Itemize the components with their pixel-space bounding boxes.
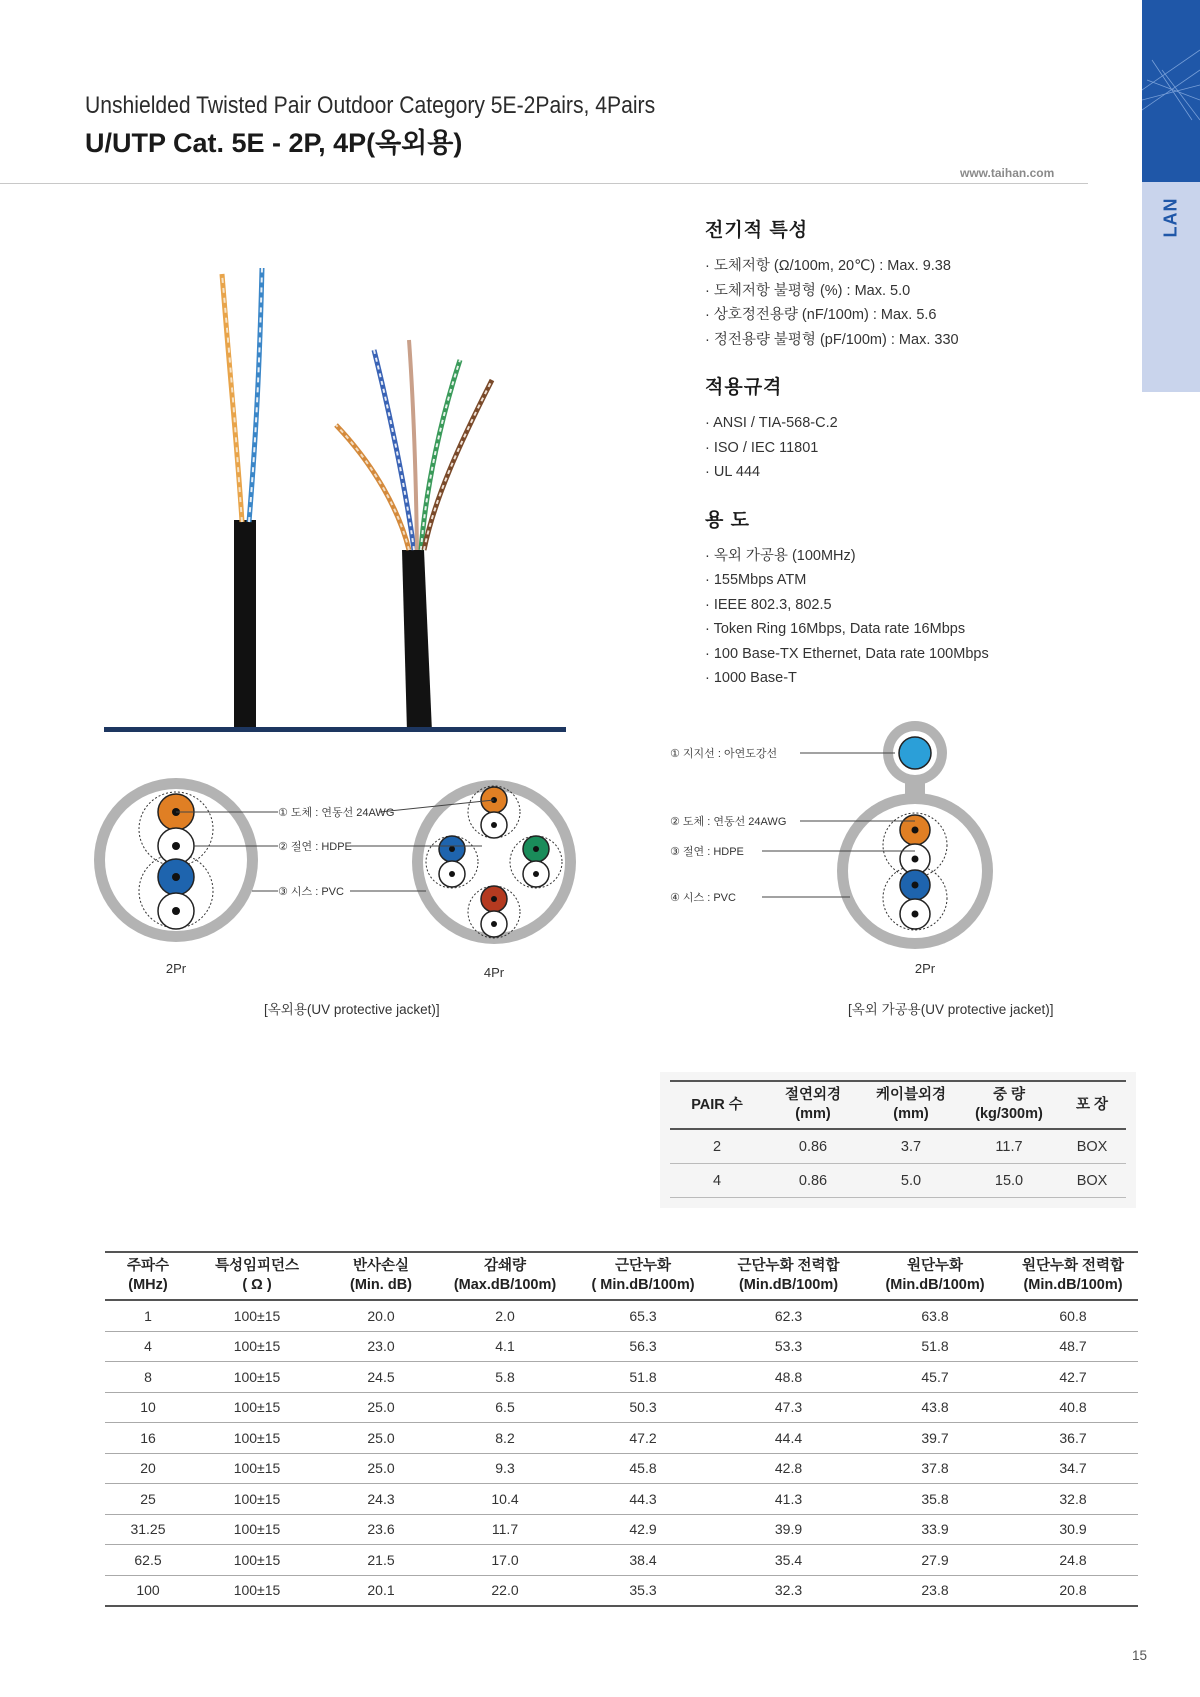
table-cell: 39.7	[862, 1423, 1008, 1454]
table-cell: 32.3	[715, 1575, 862, 1606]
table-cell: 8.2	[439, 1423, 571, 1454]
list-item: · 도체저항 불평형 (%) : Max. 5.0	[705, 279, 1105, 304]
callout-sheath: ④ 시스 : PVC	[670, 892, 736, 904]
table-cell: 100±15	[191, 1545, 323, 1576]
table-cell: 48.7	[1008, 1331, 1138, 1362]
performance-table	[105, 1251, 1138, 1607]
table-header: 주파수 (MHz)	[105, 1252, 191, 1300]
table-cell: 15.0	[960, 1164, 1058, 1198]
table-cell: 100	[105, 1575, 191, 1606]
table-cell: 10	[105, 1392, 191, 1423]
table-row	[105, 1392, 1138, 1423]
table-cell: 56.3	[571, 1331, 715, 1362]
table-cell: 20.0	[323, 1300, 439, 1331]
table-header: 절연외경 (mm)	[764, 1081, 862, 1129]
table-row	[105, 1484, 1138, 1515]
table-cell: 39.9	[715, 1514, 862, 1545]
table-cell: 23.8	[862, 1575, 1008, 1606]
label-4pr: 4Pr	[483, 965, 505, 980]
table-cell: 41.3	[715, 1484, 862, 1515]
table-header: 케이블외경 (mm)	[862, 1081, 960, 1129]
table-header: 원단누화 전력합 (Min.dB/100m)	[1008, 1252, 1138, 1300]
table-header: 중 량 (kg/300m)	[960, 1081, 1058, 1129]
callout-insulation: ② 절연 : HDPE	[278, 841, 352, 853]
table-cell: 22.0	[439, 1575, 571, 1606]
table-cell: 30.9	[1008, 1514, 1138, 1545]
sidebar-accent-block	[1142, 0, 1200, 182]
table-cell: 43.8	[862, 1392, 1008, 1423]
table-cell: 37.8	[862, 1453, 1008, 1484]
table-cell: 100±15	[191, 1300, 323, 1331]
list-item: · 100 Base-TX Ethernet, Data rate 100Mbps	[705, 642, 1105, 667]
table-cell: 51.8	[862, 1331, 1008, 1362]
table-cell: 62.5	[105, 1545, 191, 1576]
table-cell: 8	[105, 1362, 191, 1393]
table-cell: 10.4	[439, 1484, 571, 1515]
caption-outdoor: [옥외용(UV protective jacket)]	[264, 1002, 440, 1017]
table-cell: 35.8	[862, 1484, 1008, 1515]
table-cell: 60.8	[1008, 1300, 1138, 1331]
table-cell: 11.7	[439, 1514, 571, 1545]
sidebar-tab-label: LAN	[1160, 197, 1181, 237]
photo-base-line	[104, 727, 566, 732]
table-cell: 5.0	[862, 1164, 960, 1198]
table-cell: 45.7	[862, 1362, 1008, 1393]
table-cell: 20.1	[323, 1575, 439, 1606]
table-cell: 25	[105, 1484, 191, 1515]
table-cell: 40.8	[1008, 1392, 1138, 1423]
table-cell: 25.0	[323, 1392, 439, 1423]
table-header: 반사손실 (Min. dB)	[323, 1252, 439, 1300]
list-item: · IEEE 802.3, 802.5	[705, 593, 1105, 618]
list-item: · ANSI / TIA-568-C.2	[705, 411, 1105, 436]
table-cell: 62.3	[715, 1300, 862, 1331]
table-row	[105, 1453, 1138, 1484]
table-cell: 33.9	[862, 1514, 1008, 1545]
table-row	[105, 1545, 1138, 1576]
list-item: · 도체저항 (Ω/100m, 20℃) : Max. 9.38	[705, 254, 1105, 279]
table-cell: 2	[670, 1129, 764, 1164]
cross-section-aerial-2pair	[837, 721, 993, 949]
cross-section-4pair	[412, 780, 576, 944]
list-item: · 상호정전용량 (nF/100m) : Max. 5.6	[705, 303, 1105, 328]
table-cell: 47.3	[715, 1392, 862, 1423]
table-cell: 25.0	[323, 1453, 439, 1484]
table-cell: 16	[105, 1423, 191, 1454]
table-row	[105, 1423, 1138, 1454]
table-row	[105, 1575, 1138, 1606]
cross-section-2pair	[94, 778, 258, 942]
table-cell: 44.4	[715, 1423, 862, 1454]
label-2pr-aerial: 2Pr	[914, 961, 936, 976]
table-cell: 50.3	[571, 1392, 715, 1423]
list-item: · 155Mbps ATM	[705, 568, 1105, 593]
table-cell: 3.7	[862, 1129, 960, 1164]
table-cell: 4.1	[439, 1331, 571, 1362]
applications-list	[705, 544, 1105, 691]
table-cell: 100±15	[191, 1514, 323, 1545]
table-cell: 4	[670, 1164, 764, 1198]
table-cell: 5.8	[439, 1362, 571, 1393]
table-row	[670, 1164, 1126, 1198]
product-title: U/UTP Cat. 5E - 2P, 4P(옥외용)	[85, 128, 463, 158]
label-2pr: 2Pr	[165, 961, 187, 976]
callout-conductor: ① 도체 : 연동선 24AWG	[278, 807, 395, 819]
table-cell: 48.8	[715, 1362, 862, 1393]
table-header: 포 장	[1058, 1081, 1126, 1129]
table-cell: 35.3	[571, 1575, 715, 1606]
table-cell: 25.0	[323, 1423, 439, 1454]
table-cell: 2.0	[439, 1300, 571, 1331]
table-cell: 23.6	[323, 1514, 439, 1545]
list-item: · 1000 Base-T	[705, 666, 1105, 691]
table-cell: 17.0	[439, 1545, 571, 1576]
table-cell: 20	[105, 1453, 191, 1484]
table-row	[105, 1514, 1138, 1545]
table-cell: 1	[105, 1300, 191, 1331]
table-cell: 100±15	[191, 1331, 323, 1362]
table-cell: 44.3	[571, 1484, 715, 1515]
dimension-table	[670, 1080, 1126, 1198]
table-cell: 38.4	[571, 1545, 715, 1576]
cable-4pair-photo	[336, 340, 492, 732]
table-cell: 42.7	[1008, 1362, 1138, 1393]
table-cell: 100±15	[191, 1484, 323, 1515]
table-header: 근단누화 전력합 (Min.dB/100m)	[715, 1252, 862, 1300]
table-row	[105, 1300, 1138, 1331]
table-cell: 47.2	[571, 1423, 715, 1454]
table-cell: 9.3	[439, 1453, 571, 1484]
table-cell: 100±15	[191, 1392, 323, 1423]
table-cell: 32.8	[1008, 1484, 1138, 1515]
header-divider	[0, 183, 1088, 184]
table-cell: 42.9	[571, 1514, 715, 1545]
cross-section-diagram-aerial	[670, 718, 1070, 988]
callout-conductor: ② 도체 : 연동선 24AWG	[670, 816, 787, 828]
table-cell: 21.5	[323, 1545, 439, 1576]
table-cell: BOX	[1058, 1164, 1126, 1198]
table-cell: 100±15	[191, 1453, 323, 1484]
table-cell: 24.3	[323, 1484, 439, 1515]
section-title-applications: 용 도	[705, 509, 750, 531]
table-cell: 34.7	[1008, 1453, 1138, 1484]
website-url[interactable]: www.taihan.com	[960, 166, 1055, 180]
table-cell: 51.8	[571, 1362, 715, 1393]
table-cell: 65.3	[571, 1300, 715, 1331]
table-cell: 63.8	[862, 1300, 1008, 1331]
product-subtitle: Unshielded Twisted Pair Outdoor Category 5E-2Pairs, 4Pairs	[85, 92, 656, 119]
page-number: 15	[1132, 1648, 1148, 1663]
table-cell: 45.8	[571, 1453, 715, 1484]
table-cell: 53.3	[715, 1331, 862, 1362]
electrical-spec-list	[705, 254, 1105, 352]
callout-messenger: ① 지지선 : 아연도강선	[670, 748, 778, 760]
table-cell: 11.7	[960, 1129, 1058, 1164]
table-header: 특성임피던스 ( Ω )	[191, 1252, 323, 1300]
table-row	[105, 1362, 1138, 1393]
table-header: 근단누화 ( Min.dB/100m)	[571, 1252, 715, 1300]
cable-2pair-photo	[222, 268, 262, 732]
callout-sheath: ③ 시스 : PVC	[278, 886, 344, 898]
callout-insulation: ③ 절연 : HDPE	[670, 846, 744, 858]
sidebar-tab-lan[interactable]	[1142, 192, 1200, 242]
table-cell: 100±15	[191, 1575, 323, 1606]
list-item: · Token Ring 16Mbps, Data rate 16Mbps	[705, 617, 1105, 642]
table-cell: 24.5	[323, 1362, 439, 1393]
caption-aerial: [옥외 가공용(UV protective jacket)]	[848, 1002, 1054, 1017]
table-cell: 20.8	[1008, 1575, 1138, 1606]
spec-sections	[705, 215, 1105, 711]
table-row	[670, 1129, 1126, 1164]
table-row	[105, 1331, 1138, 1362]
table-cell: BOX	[1058, 1129, 1126, 1164]
table-header: PAIR 수	[670, 1081, 764, 1129]
table-cell: 36.7	[1008, 1423, 1138, 1454]
list-item: · UL 444	[705, 460, 1105, 485]
cable-product-photo	[104, 250, 566, 732]
table-cell: 31.25	[105, 1514, 191, 1545]
cross-section-diagram-outdoor	[80, 760, 620, 990]
list-item: · 정전용량 불평형 (pF/100m) : Max. 330	[705, 328, 1105, 353]
section-title-electrical: 전기적 특성	[705, 220, 809, 241]
table-cell: 42.8	[715, 1453, 862, 1484]
table-header: 감쇄량 (Max.dB/100m)	[439, 1252, 571, 1300]
table-cell: 35.4	[715, 1545, 862, 1576]
list-item: · ISO / IEC 11801	[705, 436, 1105, 461]
standards-list	[705, 411, 1105, 485]
table-cell: 27.9	[862, 1545, 1008, 1576]
table-cell: 0.86	[764, 1129, 862, 1164]
section-title-standards: 적용규격	[705, 377, 783, 398]
list-item: · 옥외 가공용 (100MHz)	[705, 544, 1105, 569]
table-cell: 24.8	[1008, 1545, 1138, 1576]
table-cell: 100±15	[191, 1362, 323, 1393]
table-cell: 6.5	[439, 1392, 571, 1423]
table-header: 원단누화 (Min.dB/100m)	[862, 1252, 1008, 1300]
table-cell: 23.0	[323, 1331, 439, 1362]
decorative-lines-graphic	[1142, 0, 1200, 182]
table-cell: 100±15	[191, 1423, 323, 1454]
table-cell: 0.86	[764, 1164, 862, 1198]
table-cell: 4	[105, 1331, 191, 1362]
